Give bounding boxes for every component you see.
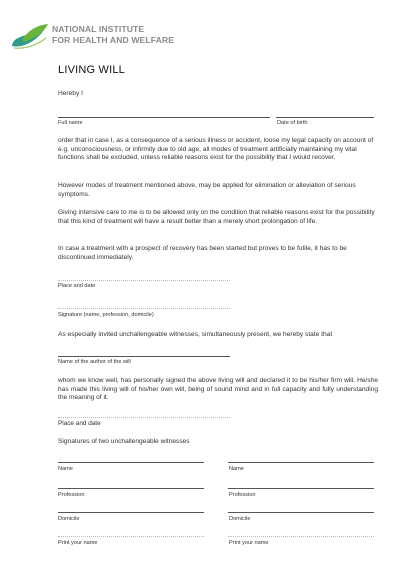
leaf-logo-icon bbox=[10, 22, 50, 50]
witness-statement: As especially invited unchallengeable witnesses, simultaneously present, we hereby state that bbox=[58, 331, 333, 338]
witness1-name-line[interactable] bbox=[58, 462, 204, 463]
witness2-domicile-label: Domicile bbox=[229, 516, 251, 522]
witness2-print-line[interactable] bbox=[228, 536, 374, 537]
org-name-line2: FOR HEALTH AND WELFARE bbox=[52, 35, 175, 45]
witness1-profession-line[interactable] bbox=[58, 488, 204, 489]
place-date-line-top bbox=[58, 280, 230, 281]
dob-label: Date of birth bbox=[277, 120, 308, 126]
org-name-line1: NATIONAL INSTITUTE bbox=[52, 24, 145, 34]
witness1-print-line[interactable] bbox=[58, 536, 204, 537]
witnesses-heading: Signatures of two unchallengeable witnesses bbox=[58, 438, 190, 445]
org-name bbox=[52, 24, 174, 46]
signature-label: Signature (name, profession, domicile) bbox=[58, 312, 154, 318]
document-title: LIVING WILL bbox=[58, 64, 125, 76]
witness1-name-label: Name bbox=[58, 466, 73, 472]
paragraph-declaration: whom we know well, has personally signed the above living will and declared it to be his/her firm will. He/she has made this living will of his/her own will, being of sound mind and in full capacity and fully understanding the meaning of it. bbox=[58, 377, 378, 402]
witness2-profession-line[interactable] bbox=[228, 488, 374, 489]
dob-line[interactable] bbox=[276, 117, 374, 118]
hereby-text: Hereby I bbox=[58, 90, 83, 97]
place-date-label: Place and date bbox=[58, 283, 96, 289]
author-name-label: Name of the author of the will bbox=[58, 359, 131, 365]
witness2-profession-label: Profession bbox=[229, 492, 256, 498]
logo bbox=[10, 22, 50, 50]
paragraph-however: However modes of treatment mentioned above, may be applied for elimination or alleviation of serious symptoms. bbox=[58, 182, 356, 198]
author-name-line[interactable] bbox=[58, 356, 230, 357]
paragraph-intensive-care: Giving intensive care to me is to be allowed only on the condition that reliable reasons exist for the possibility that this kind of treatment will have a result better than a merely short prolongation of life. bbox=[58, 209, 375, 225]
full-name-line[interactable] bbox=[58, 117, 270, 118]
signature-line[interactable] bbox=[58, 308, 230, 309]
witness1-print-label: Print your name bbox=[58, 540, 98, 546]
witness1-domicile-line[interactable] bbox=[58, 512, 204, 513]
witness2-name-line[interactable] bbox=[228, 462, 374, 463]
witness2-name-label: Name bbox=[229, 466, 244, 472]
full-name-label: Full name bbox=[58, 120, 83, 126]
witness2-print-label: Print your name bbox=[229, 540, 269, 546]
place-date-label-2: Place and date bbox=[58, 420, 101, 427]
paragraph-order: order that in case I, as a consequence of a serious illness or accident, loose my legal capacity on account of e.g. unconsciousness, or infirmity due to old age, all modes of treatment artificially maintaining my vital functions shall be excluded, unless reliable reasons exist for the possibility that I would recover. bbox=[58, 137, 374, 162]
witness1-domicile-label: Domicile bbox=[58, 516, 80, 522]
paragraph-discontinue: In case a treatment with a prospect of recovery has been started but proves to be futile, it has to be discontinued immediately. bbox=[58, 245, 347, 261]
witness1-profession-label: Profession bbox=[58, 492, 85, 498]
place-date-line-2 bbox=[58, 417, 230, 418]
witness2-domicile-line[interactable] bbox=[228, 512, 374, 513]
